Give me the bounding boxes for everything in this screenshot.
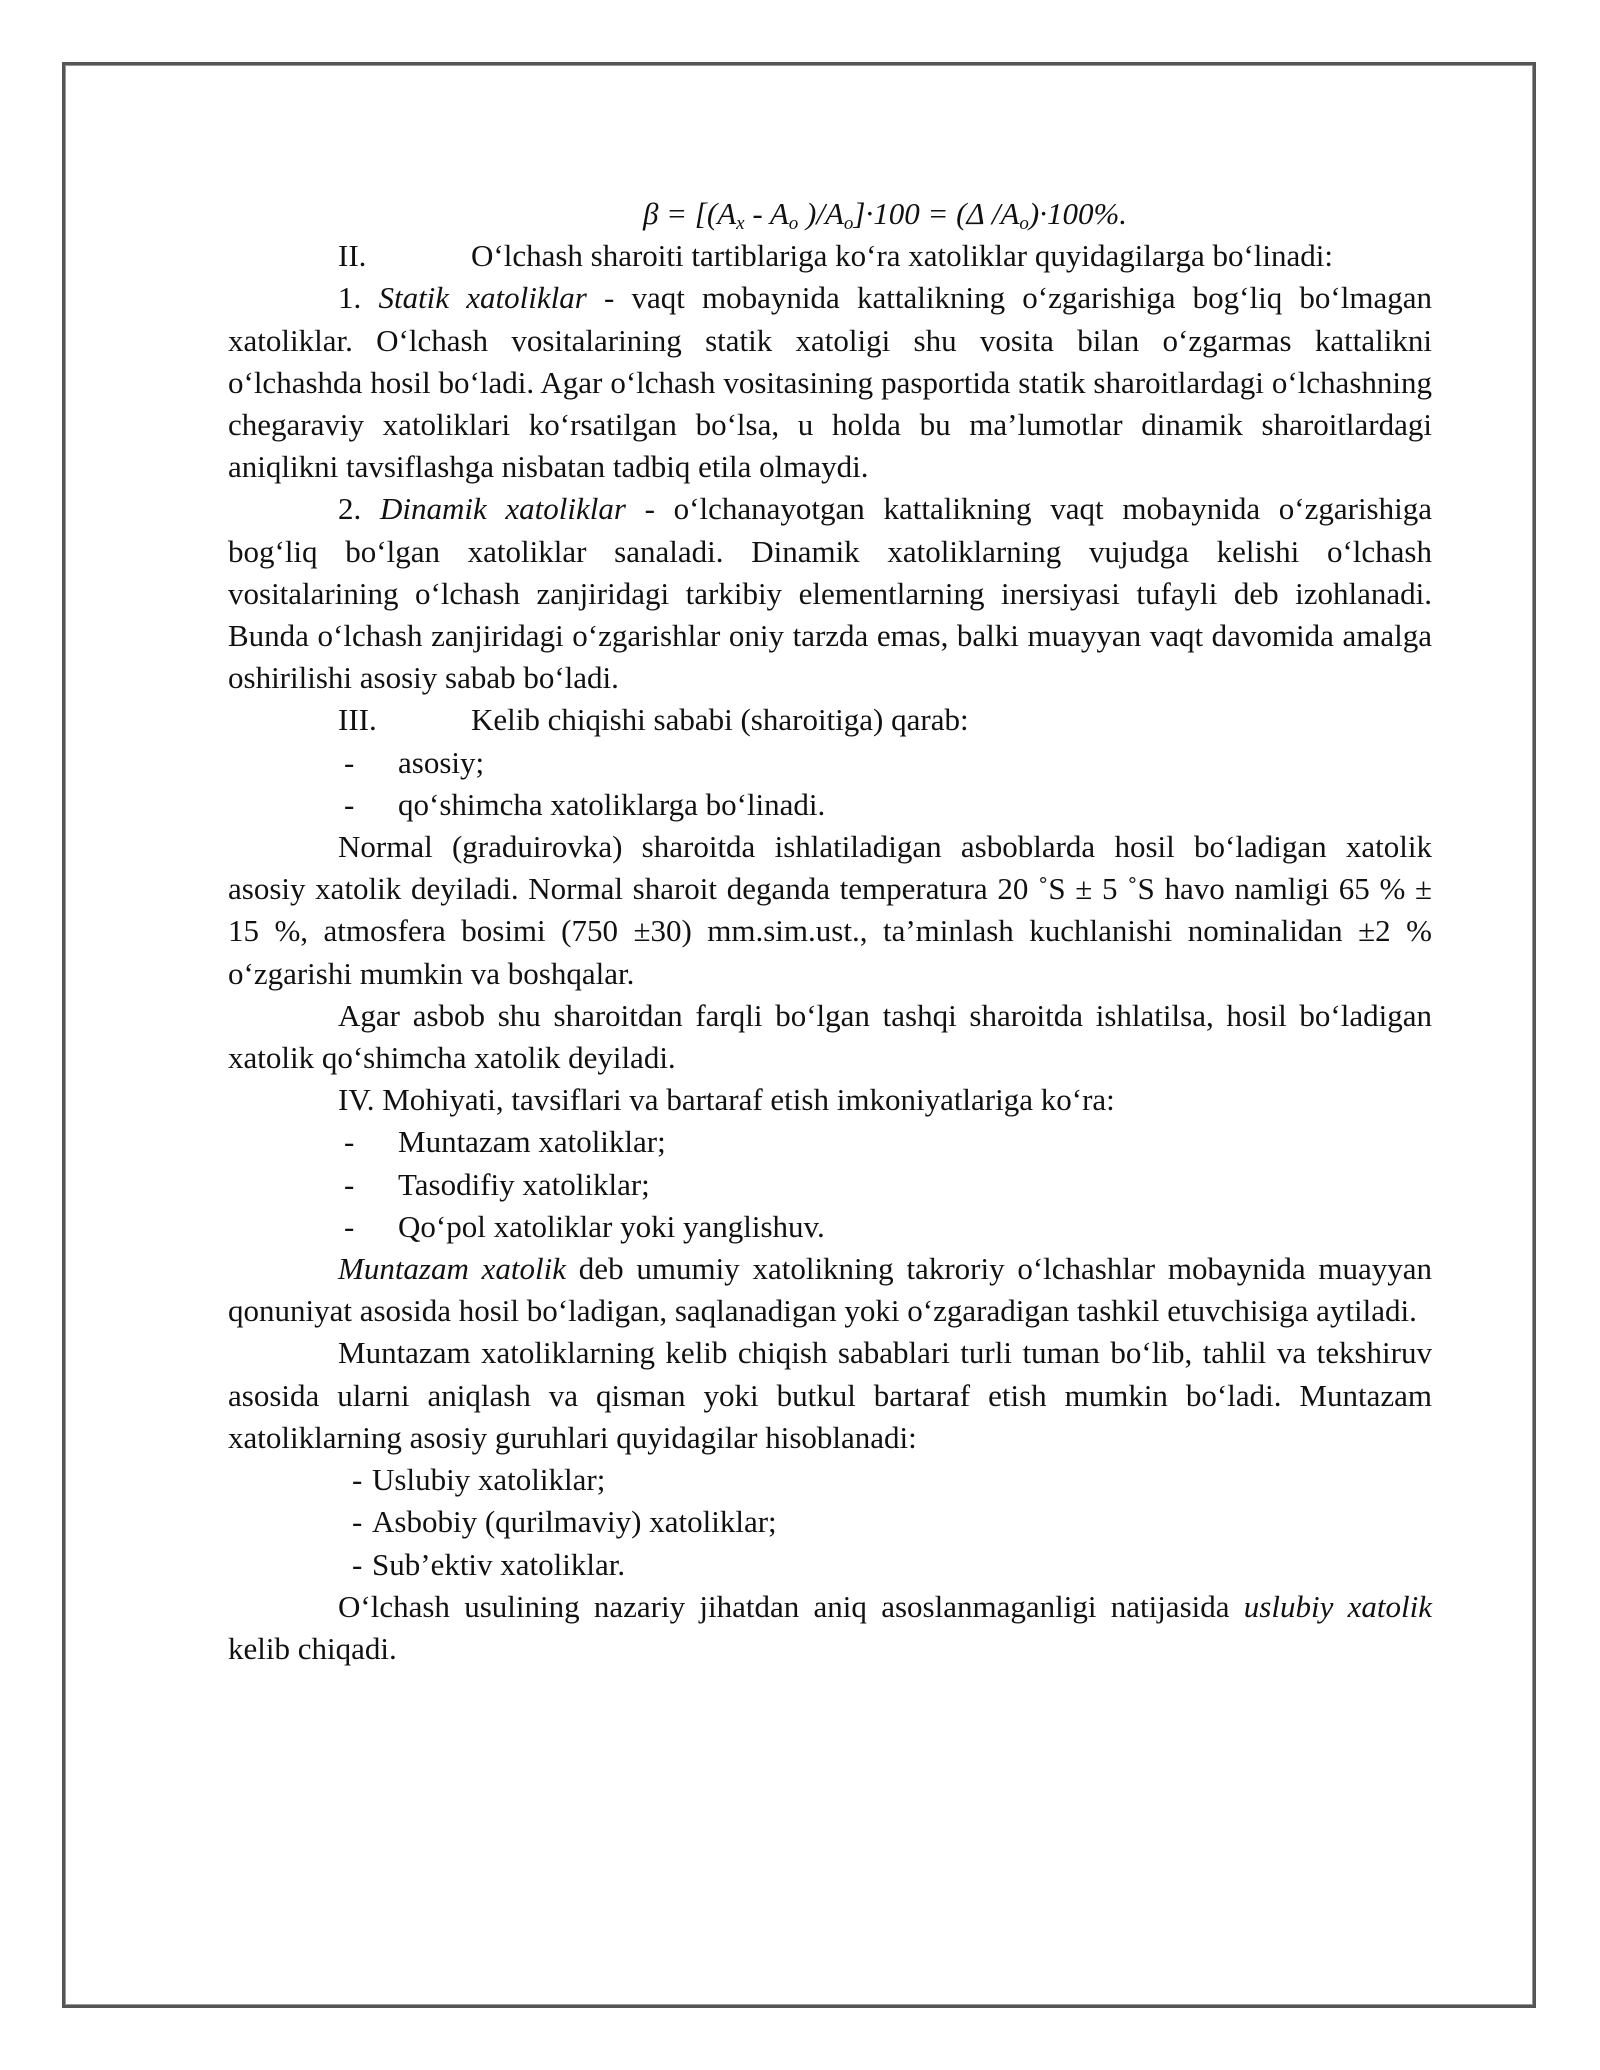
systematic-error-paragraph: Muntazam xatolik deb umumiy xatolikning takroriy o‘lchashlar mobaynida muayyan qonuniyat asosida hosil bo‘ladigan, saqlanadigan yoki o‘zgaradigan tashkil etuvchisiga aytiladi.: [228, 1251, 1433, 1329]
section-number: III.: [338, 702, 377, 738]
list-item: - Uslubiy xatoliklar;: [352, 1462, 606, 1498]
causes-paragraph: Muntazam xatoliklarning kelib chiqish sabablari turli tuman bo‘lib, tahlil va tekshiruv asosida ularni aniqlash va qisman yoki butkul bartaraf etish mumkin bo‘ladi. Muntazam xatoliklarning asosiy guruhlari quyidagilar hisoblanadi:: [228, 1335, 1432, 1455]
section-title: O‘lchash sharoiti tartiblariga ko‘ra xatoliklar quyidagilarga bo‘linadi:: [471, 238, 1333, 274]
list-item: - Tasodifiy xatoliklar;: [344, 1166, 650, 1202]
section-number: II.: [338, 238, 367, 274]
list-item: - Qo‘pol xatoliklar yoki yanglishuv.: [344, 1208, 825, 1244]
term-dynamic: Dinamik xatoliklar: [379, 491, 626, 527]
error-formula: $\beta = [(A_x - A_o$ )$/A_o]\cdot 100 = (\Delta$ $/A_o)\cdot 100\%$.: [642, 196, 1128, 234]
list-item: - Asbobiy (qurilmaviy) xatoliklar;: [352, 1504, 777, 1540]
list-item: - qo‘shimcha xatoliklarga bo‘linadi.: [344, 786, 826, 822]
list-item: - Sub’ektiv xatoliklar.: [352, 1546, 626, 1582]
term-systematic: Muntazam xatolik: [338, 1251, 567, 1287]
dynamic-errors-paragraph: 2. Dinamik xatoliklar - o‘lchanayotgan kattalikning vaqt mobaynida o‘zgarishiga bog‘liq bo‘lgan xatoliklar sanaladi. Dinamik xatoliklarning vujudga kelishi o‘lchash vositalarining o‘lchash zanjiridagi tarkibiy elementlarning inersiyasi tufayli deb izohlanadi. Bunda o‘lchash zanjiridagi o‘zgarishlar oniy tarzda emas, balki muayyan vaqt davomida amalga oshirilishi asosiy sabab bo‘ladi.: [228, 491, 1432, 696]
section-title: Kelib chiqishi sababi (sharoitiga) qarab:: [471, 702, 969, 738]
methodical-error-paragraph: O‘lchash usulining nazariy jihatdan aniq asoslanmaganligi natijasida uslubiy xatolik kelib chiqadi.: [228, 1588, 1432, 1666]
section-2-heading: [228, 235, 1432, 277]
term-methodical: uslubiy xatolik: [1243, 1588, 1432, 1624]
section-4-heading: IV. Mohiyati, tavsiflari va bartaraf etish imkoniyatlariga ko‘ra:: [338, 1082, 1115, 1118]
list-item: - Muntazam xatoliklar;: [344, 1124, 666, 1160]
list-item: - asosiy;: [344, 744, 485, 780]
static-errors-paragraph: 1. Statik xatoliklar - vaqt mobaynida kattalikning o‘zgarishiga bog‘liq bo‘lmagan xatoliklar. O‘lchash vositalarining statik xatoligi shu vosita bilan o‘zgarmas kattalikni o‘lchashda hosil bo‘ladi. Agar o‘lchash vositasining pasportida statik sharoitlardagi o‘lchashning chegaraviy xatoliklari ko‘rsatilgan bo‘lsa, u holda bu ma’lumotlar dinamik sharoitlardagi aniqlikni tavsiflashga nisbatan tadbiq etila olmaydi.: [228, 280, 1432, 485]
document-body: [228, 193, 1432, 1670]
section-3-heading: [228, 699, 1432, 741]
term-static: Statik xatoliklar: [378, 280, 587, 316]
additional-error-paragraph: Agar asbob shu sharoitdan farqli bo‘lgan tashqi sharoitda ishlatilsa, hosil bo‘ladigan xatolik qo‘shimcha xatolik deyiladi.: [228, 997, 1432, 1076]
normal-conditions-paragraph: Normal (graduirovka) sharoitda ishlatiladigan asboblarda hosil bo‘ladigan xatolik asosiy xatolik deyiladi. Normal sharoit deganda temperatura 20 ˚S ± 5 ˚S havo namligi 65 % ± 15 %, atmosfera bosimi (750 ±30) mm.sim.ust., ta’minlash kuchlanishi nominalidan ±2 % o‘zgarishi mumkin va boshqalar.: [228, 829, 1432, 991]
